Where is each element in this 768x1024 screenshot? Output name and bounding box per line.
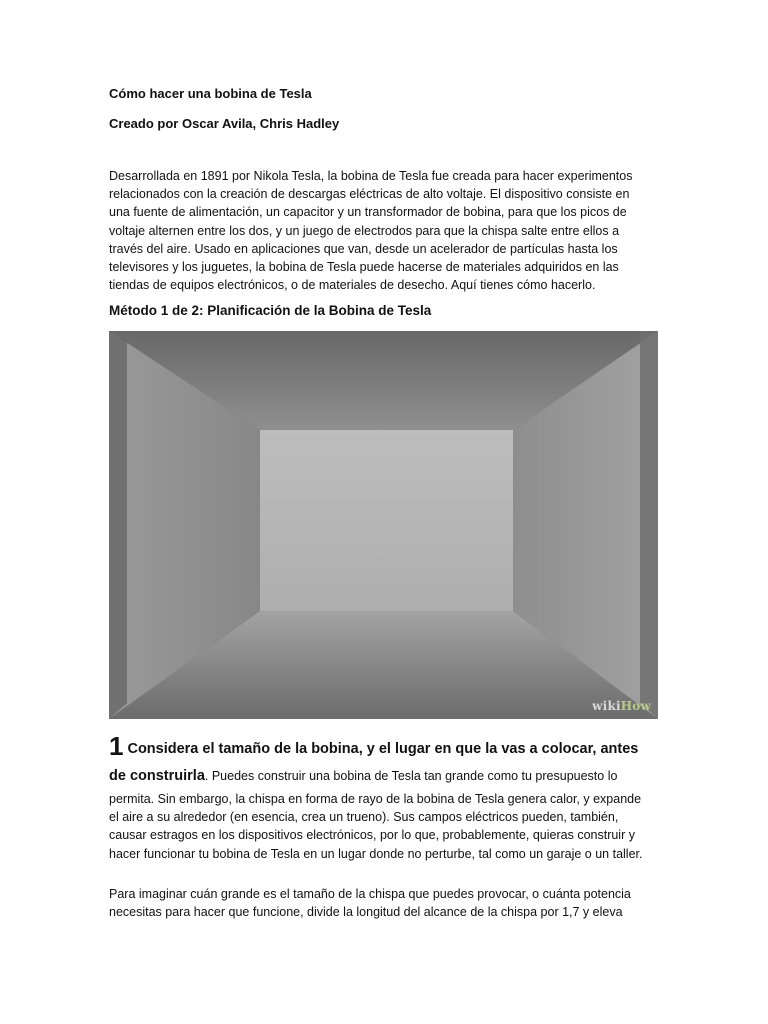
authors-line: Creado por Oscar Avila, Chris Hadley [109, 116, 340, 131]
room-drawing [109, 331, 658, 719]
step-number: 1 [109, 731, 124, 761]
room-illustration [109, 331, 658, 719]
wikihow-watermark [592, 699, 651, 713]
step-body: . Puedes construir una bobina de Tesla tan grande como tu presupuesto lo permita. Sin embargo, la chispa en forma de rayo de la bobina de Tesla genera calor, y expande el aire a su alrededor (en esencia, crea un trueno). Sus campos eléctricos pueden, también, causar estragos en los dispositivos electrónicos, por lo que, probablemente, quieras construir y hacer funcionar tu bobina de Tesla en un lugar donde no perturbe, tal como un garaje o un taller. [109, 769, 643, 861]
method-heading: Método 1 de 2: Planificación de la Bobina de Tesla [109, 303, 432, 318]
watermark-accent: How [620, 699, 651, 713]
watermark-main: wiki [592, 699, 621, 713]
step-1 [109, 733, 654, 863]
document-title: Cómo hacer una bobina de Tesla [109, 86, 312, 101]
paragraph-2: Para imaginar cuán grande es el tamaño de la chispa que puedes provocar, o cuánta potencia necesitas para hacer que funcione, divide la longitud del alcance de la chispa por 1,7 y eleva [109, 887, 631, 920]
right-edge-trim [640, 331, 658, 719]
intro-paragraph: Desarrollada en 1891 por Nikola Tesla, la bobina de Tesla fue creada para hacer experimentos relacionados con la creación de descargas eléctricas de alto voltaje. El dispositivo consiste en una fuente de alimentación, un capacitor y un transformador de bobina, para que los picos de voltaje alternen entre los dos, y un juego de electrodos para que la chispa salte entre ellos a través del aire. Usado en aplicaciones que van, desde un acelerador de partículas hasta los televisores y los juguetes, la bobina de Tesla puede hacerse de materiales adquiridos en las tiendas de equipos electrónicos, o de materiales de desecho. Aquí tienes cómo hacerlo. [109, 169, 633, 293]
left-edge-trim [109, 331, 127, 719]
step-lead: Considera el tamaño de la bobina, y el lugar en que la vas a colocar, antes de construirla [109, 741, 639, 784]
back-wall [260, 430, 513, 611]
